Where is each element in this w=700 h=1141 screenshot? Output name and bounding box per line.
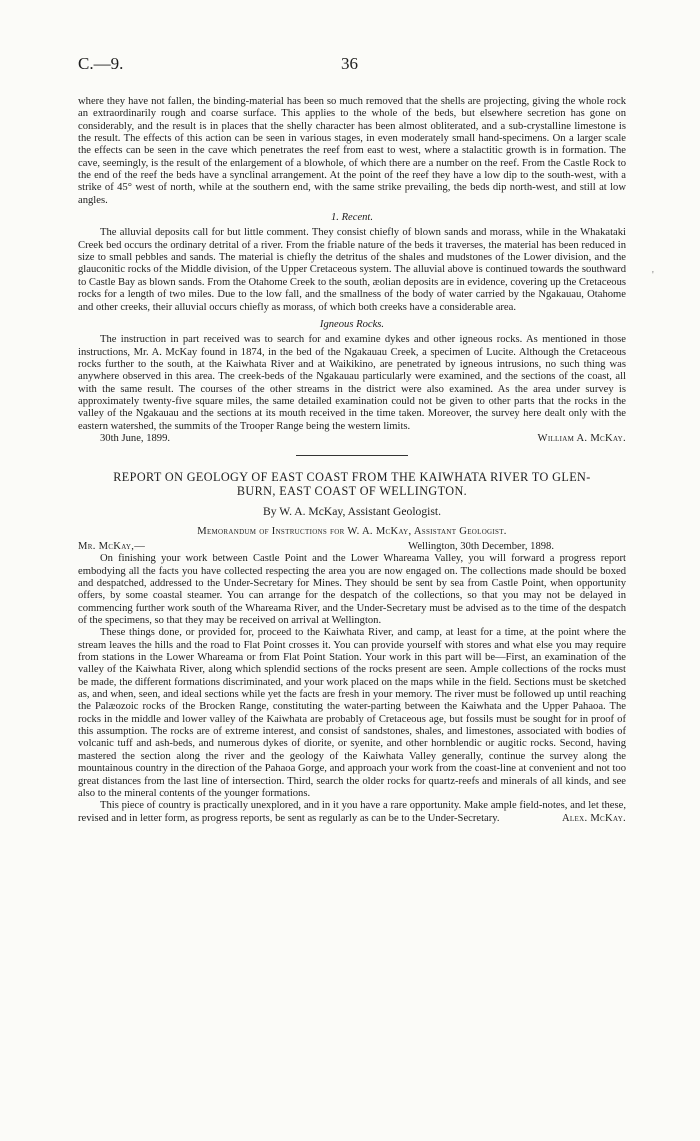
- report-title: [78, 470, 626, 498]
- memo-paragraph: On finishing your work between Castle Point and the Lower Whareama Valley, you will forward a progress report embodying all the facts you have collected respecting the area you are now engaged on. The collections made should be boxed and despatched, addressed to the Under-Secretary for Mines. They should be sent by sea from Castle Point, when opportunity offers, by some coastal steamer. You can arrange for the despatch of the collections, so that you may not be delayed in commencing further work south of the Whareama River, and the Under-Secretary must be advised as to the time of the despatch of the specimens, so that they may be received on arrival at Wellington.: [78, 553, 626, 627]
- page-header: [78, 54, 626, 78]
- margin-mark: ': [652, 270, 654, 281]
- memo-paragraph: These things done, or provided for, proceed to the Kaiwhata River, and camp, at least for a time, at the point where the stream leaves the hills and the road to Flat Point crosses it. You can provide yourself with stores and what else you may require from stations in the Lower Whareama or from Flat Point Station. Your work in this part will be—First, an examination of the valley of the Kaiwhata River, along which splendid sections of the rocks present are seen. Ample collections of the rocks must be made, the different formations discriminated, and your work placed on the maps while in the field. Sections must be sketched as, and when, seen, and ideal sections while yet the facts are fresh in your memory. The river must be followed up until reaching the Palæozoic rocks of the Brocken Range, constituting the water-parting between the Kaiwhata and the Upper Pahaoa. The rocks in the middle and lower valley of the Kaiwhata are probably of Cretaceous age, but fossils must be sought for in proof of this assumption. The rocks are of extreme interest, and consist of sandstones, shales, and limestones, associated with bodies of volcanic tuff and ash-beds, and numerous dykes of diorite, or syenite, and other hornblendic or augitic rocks. Second, having mastered the section along the river and the geology of the Kaiwhata Valley generally, continue the survey along the mountainous country in the direction of the Pahaoa Gorge, and approach your work from the coast-line at convenient and not too great distances from the last line of intersection. Third, search the older rocks for quartz-reefs and minerals of all kinds, and see also to the mineral contents of the younger formations.: [78, 627, 626, 799]
- closing-signature: Alex. McKay.: [561, 812, 626, 824]
- intro-paragraph: where they have not fallen, the binding-material has been so much removed that the shells are projecting, giving the whole rock an extraordinarily rough and coarse surface. This applies to the whole of the beds, but elsewhere secretion has gone on considerably, and the result is in places that the shelly character has been almost obliterated, and a sub-crystalline limestone is the result. The effects of this action can be seen in various stages, in even moderately small hand-specimens. On a larger scale the effects can be seen in the cave which penetrates the reef from east to west, where a stalactitic growth is in formation. The cave, seemingly, is the result of the enlargement of a blowhole, of which there are a number on the reef. From the Castle Rock to the end of the reef the beds have a synclinal arrangement. At the point of the reef they have a low dip to the south-west, with a strike of 45° west of north, while at the southern end, with the same strike prevailing, the beds dip north-west, and still at low angles.: [78, 96, 626, 206]
- recent-paragraph: The alluvial deposits call for but little comment. They consist chiefly of blown sands and morass, while in the Whakataki Creek bed occurs the ordinary detrital of a river. From the friable nature of the beds it traverses, the material has been reduced in size to small pebbles and sands. The material is chiefly the detritus of the shales and mudstones of the Lower division, and the glauconitic rocks of the Middle division, of the Upper Cretaceous system. The alluvial above is continued towards the southward to Castle Bay as blown sands. From the Otahome Creek to the south, æolian deposits are in evidence, covering up the Cretaceous rocks for a length of two miles. Due to the low fall, and the smallness of the body of water carried by the Ngakauau, Otahome and other creeks, their alluvial occurs chiefly as morass, of which both creeks have a considerable area.: [78, 227, 626, 313]
- report-signature: William A. McKay.: [537, 432, 626, 444]
- salutation: Mr. McKay,—: [78, 540, 146, 552]
- igneous-heading: Igneous Rocks.: [319, 318, 385, 330]
- report-title-line-2: BURN, EAST COAST OF WELLINGTON.: [236, 484, 468, 499]
- place-date: Wellington, 30th December, 1898.: [408, 540, 554, 552]
- closing-paragraph: This piece of country is practically unexplored, and in it you have a rare opportunity. Make ample field-notes, and let these, revised and in letter form, as progress reports, be sent as regularly as can be to the Under-Secretary.: [78, 800, 626, 824]
- memo-heading: Memorandum of Instructions for W. A. McKay, Assistant Geologist.: [197, 525, 507, 537]
- report-title-line-1: REPORT ON GEOLOGY OF EAST COAST FROM THE KAIWHATA RIVER TO GLEN-: [113, 470, 591, 485]
- report-date: 30th June, 1899.: [100, 432, 171, 444]
- salutation-line: [78, 541, 626, 553]
- closing-block: [78, 800, 626, 825]
- section-divider: [296, 455, 408, 456]
- page-number: 36: [341, 54, 358, 73]
- report-code: C.—9.: [78, 54, 124, 73]
- igneous-dateline: [78, 433, 626, 445]
- report-byline: By W. A. McKay, Assistant Geologist.: [263, 505, 441, 519]
- igneous-paragraph: The instruction in part received was to search for and examine dykes and other igneous rocks. As mentioned in those instructions, Mr. A. McKay found in 1874, in the bed of the Ngakauau Creek, a specimen of Lucite. Although the Cretaceous rocks further to the south, at the Kaiwhata River and at Waikikino, are penetrated by igneous intrusions, no such thing was anywhere observed in this area. The creek-beds of the Ngakauau particularly were examined, and the sections of the coast, all with the same result. The courses of the other streams in the district were also examined. As the area under survey is approximately twenty-five square miles, the same detailed examination could not be given to other parts that the rocks in the valley of the Ngakauau and the sections at its mouth received in the time taken. Moreover, the survey here dealt only with the eastern watershed, the summits of the Trooper Range being the western limits.: [78, 334, 626, 432]
- recent-heading: 1. Recent.: [330, 212, 374, 224]
- body-text: [78, 96, 626, 825]
